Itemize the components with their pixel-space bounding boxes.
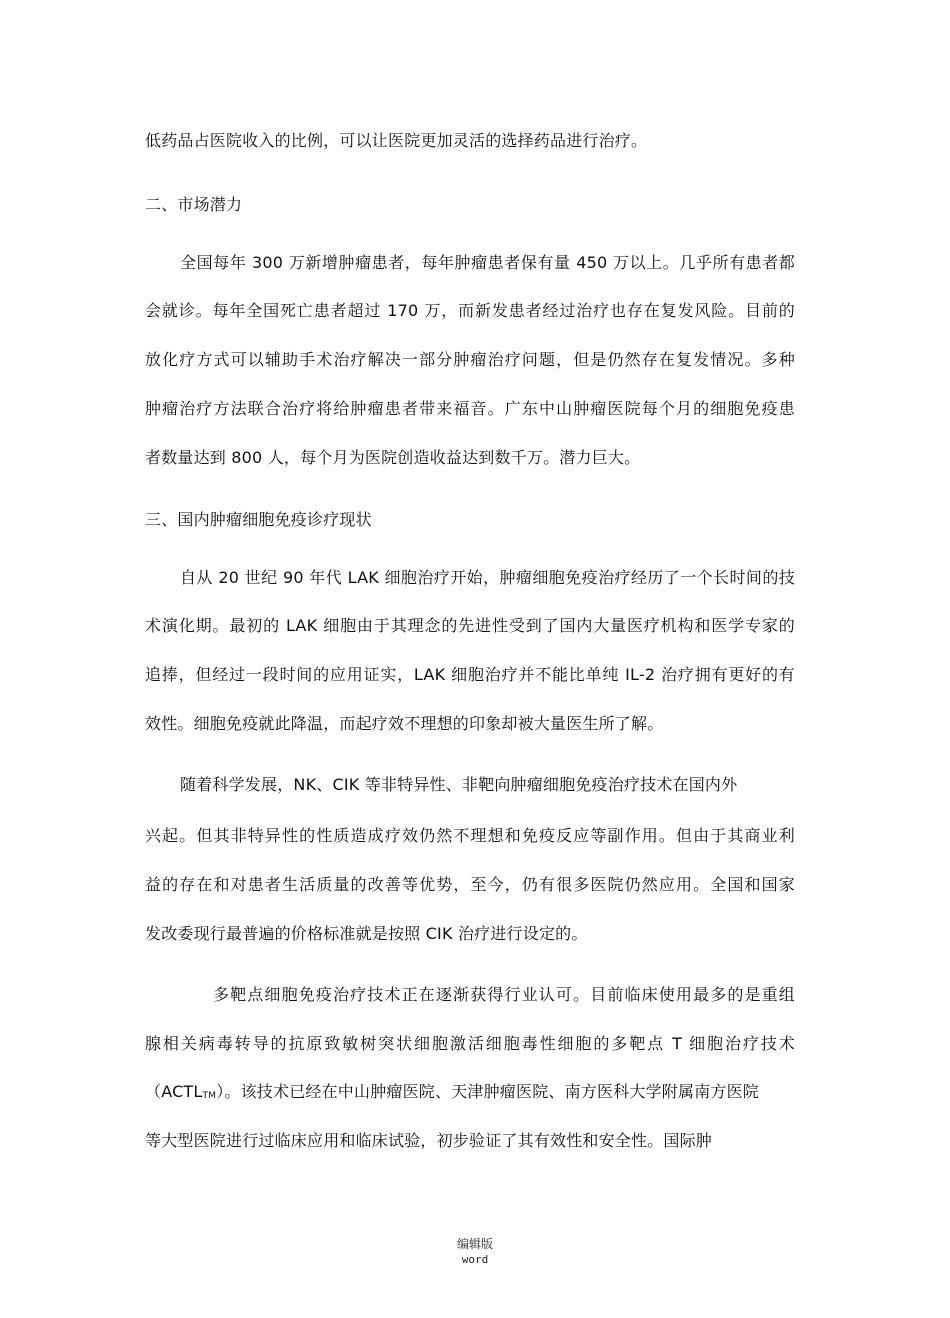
section-heading-domestic-status: 三、国内肿瘤细胞免疫诊疗现状 <box>145 510 372 529</box>
paragraph-line: 术演化期。最初的 LAK 细胞由于其理念的先进性受到了国内大量医疗机构和医学专家的 <box>145 616 795 635</box>
paragraph-line: 自从 20 世纪 90 年代 LAK 细胞治疗开始，肿瘤细胞免疫治疗经历了一个长时间的技 <box>180 568 795 587</box>
paragraph-line: 者数量达到 800 人，每个月为医院创造收益达到数千万。潜力巨大。 <box>145 448 641 467</box>
paragraph-line-actl <box>145 1080 795 1108</box>
paragraph-line: 多靶点细胞免疫治疗技术正在逐渐获得行业认可。目前临床使用最多的是重组 <box>213 985 795 1004</box>
paragraph-line: 会就诊。每年全国死亡患者超过 170 万，而新发患者经过治疗也存在复发风险。目前的 <box>145 301 795 320</box>
paragraph-line: 放化疗方式可以辅助手术治疗解决一部分肿瘤治疗问题，但是仍然存在复发情况。多种 <box>145 350 795 369</box>
paragraph-line: 肿瘤治疗方法联合治疗将给肿瘤患者带来福音。广东中山肿瘤医院每个月的细胞免疫患 <box>145 399 795 418</box>
paragraph-line: 追捧，但经过一段时间的应用证实，LAK 细胞治疗并不能比单纯 IL-2 治疗拥有更好的有 <box>145 665 795 684</box>
footer-word: word <box>461 1253 489 1266</box>
footer-label: 编辑版 <box>456 1237 493 1251</box>
actl-description: ）。该技术已经在中山肿瘤医院、天津肿瘤医院、南方医科大学附属南方医院 <box>216 1082 760 1101</box>
paragraph-line: 兴起。但其非特异性的性质造成疗效仍然不理想和免疫反应等副作用。但由于其商业利 <box>145 826 795 845</box>
paragraph-line: 发改委现行最普遍的价格标准就是按照 CIK 治疗进行设定的。 <box>145 924 588 943</box>
trademark-mark: TM <box>202 1091 217 1101</box>
paragraph-line: 益的存在和对患者生活质量的改善等优势，至今，仍有很多医院仍然应用。全国和国家 <box>145 875 795 894</box>
paragraph-line: 腺相关病毒转导的抗原致敏树突状细胞激活细胞毒性细胞的多靶点 T 细胞治疗技术 <box>145 1034 795 1053</box>
paragraph-line: 等大型医院进行过临床应用和临床试验，初步验证了其有效性和安全性。国际肿 <box>145 1131 713 1150</box>
actl-label: （ACTL <box>145 1082 203 1101</box>
paragraph-line: 全国每年 300 万新增肿瘤患者，每年肿瘤患者保有量 450 万以上。几乎所有患者都 <box>180 253 795 272</box>
paragraph-line: 效性。细胞免疫就此降温，而起疗效不理想的印象却被大量医生所了解。 <box>145 714 664 733</box>
paragraph-line: 随着科学发展，NK、CIK 等非特异性、非靶向肿瘤细胞免疫治疗技术在国内外 <box>180 775 738 794</box>
paragraph-line: 低药品占医院收入的比例，可以让医院更加灵活的选择药品进行治疗。 <box>145 131 648 150</box>
section-heading-market-potential: 二、市场潜力 <box>145 195 243 214</box>
